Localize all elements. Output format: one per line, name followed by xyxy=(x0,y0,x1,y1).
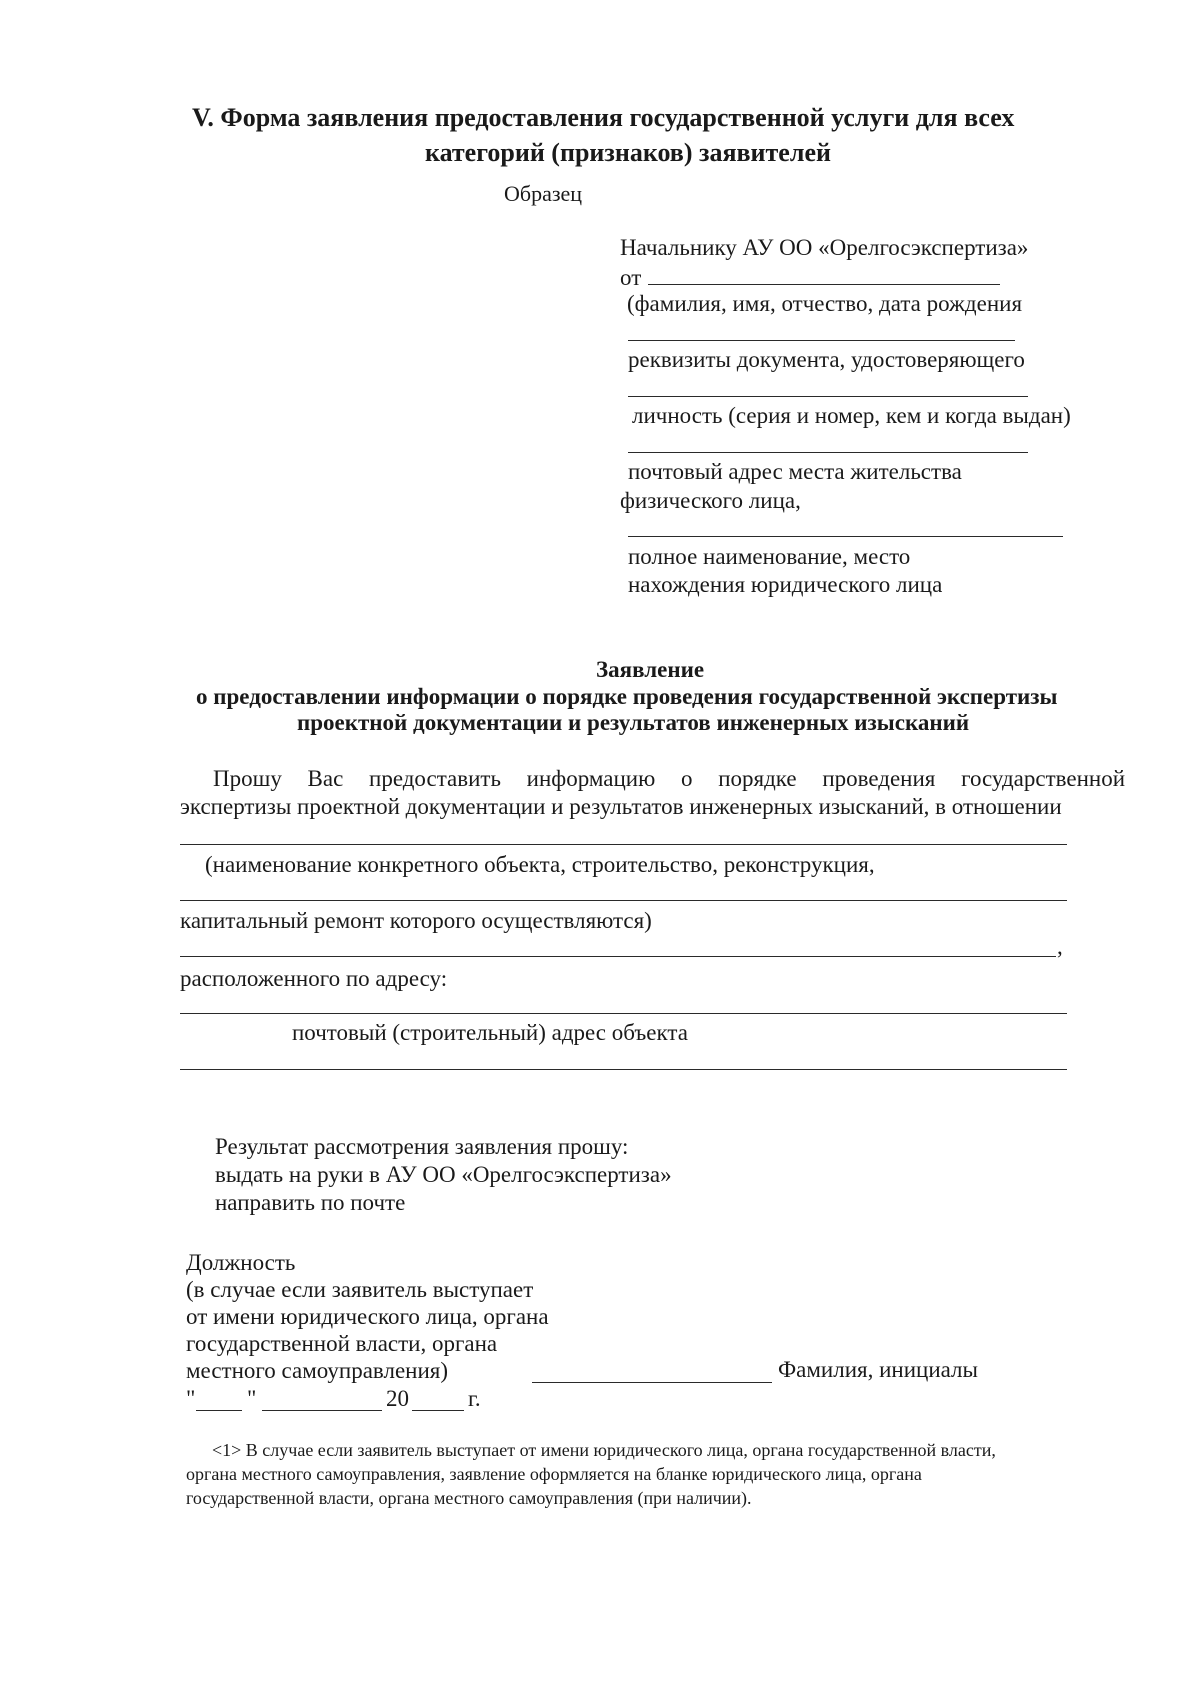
object-name-line-3[interactable] xyxy=(180,956,1056,957)
addressee-hint-legal-name: полное наименование, место xyxy=(628,544,911,569)
footnote-line2: органа местного самоуправления, заявление оформляется на бланке юридического лица, органа xyxy=(186,1464,922,1484)
date-year-prefix: 20 xyxy=(386,1386,409,1411)
address-line-2[interactable] xyxy=(180,1069,1067,1070)
position-note-line2: от имени юридического лица, органа xyxy=(186,1304,549,1329)
signature-line[interactable] xyxy=(532,1382,772,1383)
statement-subtitle-line2: проектной документации и результатов инженерных изысканий xyxy=(297,710,970,735)
result-label: Результат рассмотрения заявления прошу: xyxy=(215,1134,629,1159)
addressee-to: Начальнику АУ ОО «Орелгосэкспертиза» xyxy=(620,235,1029,260)
date-month-line[interactable] xyxy=(262,1410,382,1411)
position-label: Должность xyxy=(186,1250,296,1275)
addressee-hint-postal: почтовый адрес места жительства xyxy=(628,459,962,484)
addressee-line-3[interactable] xyxy=(628,452,1028,453)
statement-heading: Заявление xyxy=(596,657,705,682)
sample-label: Образец xyxy=(504,181,583,206)
position-note-line3: государственной власти, органа xyxy=(186,1331,498,1356)
date-year-line[interactable] xyxy=(412,1410,464,1411)
result-option-hand[interactable]: выдать на руки в АУ ОО «Орелгосэкспертиза» xyxy=(215,1162,672,1187)
date-year-suffix: г. xyxy=(468,1386,481,1411)
object-name-line[interactable] xyxy=(180,844,1067,845)
addressee-from-label: от xyxy=(620,265,642,290)
located-label: расположенного по адресу: xyxy=(180,966,448,991)
address-hint: почтовый (строительный) адрес объекта xyxy=(292,1020,688,1045)
date-quote-open: " xyxy=(186,1386,196,1411)
addressee-line-4[interactable] xyxy=(628,536,1063,537)
statement-body-line1: Прошу Вас предоставить информацию о порядке проведения государственной xyxy=(213,766,1125,791)
footnote-line3: государственной власти, органа местного самоуправления (при наличии). xyxy=(186,1488,752,1508)
result-option-mail[interactable]: направить по почте xyxy=(215,1190,406,1215)
statement-body-line2: экспертизы проектной документации и результатов инженерных изысканий, в отношении xyxy=(180,794,1062,819)
object-comma: , xyxy=(1057,934,1063,959)
object-hint-line2: капитальный ремонт которого осуществляются) xyxy=(180,908,652,933)
position-note-line1: (в случае если заявитель выступает xyxy=(186,1277,534,1302)
date-quote-close: " xyxy=(247,1386,257,1411)
addressee-line-1[interactable] xyxy=(628,340,1015,341)
addressee-hint-individual: физического лица, xyxy=(620,488,801,513)
addressee-hint-identity: личность (серия и номер, кем и когда выдан) xyxy=(632,403,1071,428)
addressee-hint-legal-location: нахождения юридического лица xyxy=(628,572,943,597)
form-title-line1: V. Форма заявления предоставления государственной услуги для всех xyxy=(192,103,1015,132)
footnote-line1: <1> В случае если заявитель выступает от имени юридического лица, органа государственной власти, xyxy=(212,1440,996,1460)
address-line-1[interactable] xyxy=(180,1013,1067,1014)
from-field-line[interactable] xyxy=(648,284,1000,285)
statement-subtitle-line1: о предоставлении информации о порядке проведения государственной экспертизы xyxy=(196,684,1058,709)
name-label: Фамилия, инициалы xyxy=(778,1357,978,1382)
addressee-line-2[interactable] xyxy=(628,396,1028,397)
form-title-line2: категорий (признаков) заявителей xyxy=(425,138,831,167)
addressee-hint-name: (фамилия, имя, отчество, дата рождения xyxy=(627,291,1023,316)
position-note-line4: местного самоуправления) xyxy=(186,1358,449,1383)
date-day-line[interactable] xyxy=(196,1410,242,1411)
addressee-hint-document: реквизиты документа, удостоверяющего xyxy=(628,347,1025,372)
object-name-line-2[interactable] xyxy=(180,900,1067,901)
object-hint-line1: (наименование конкретного объекта, строительство, реконструкция, xyxy=(205,852,875,877)
